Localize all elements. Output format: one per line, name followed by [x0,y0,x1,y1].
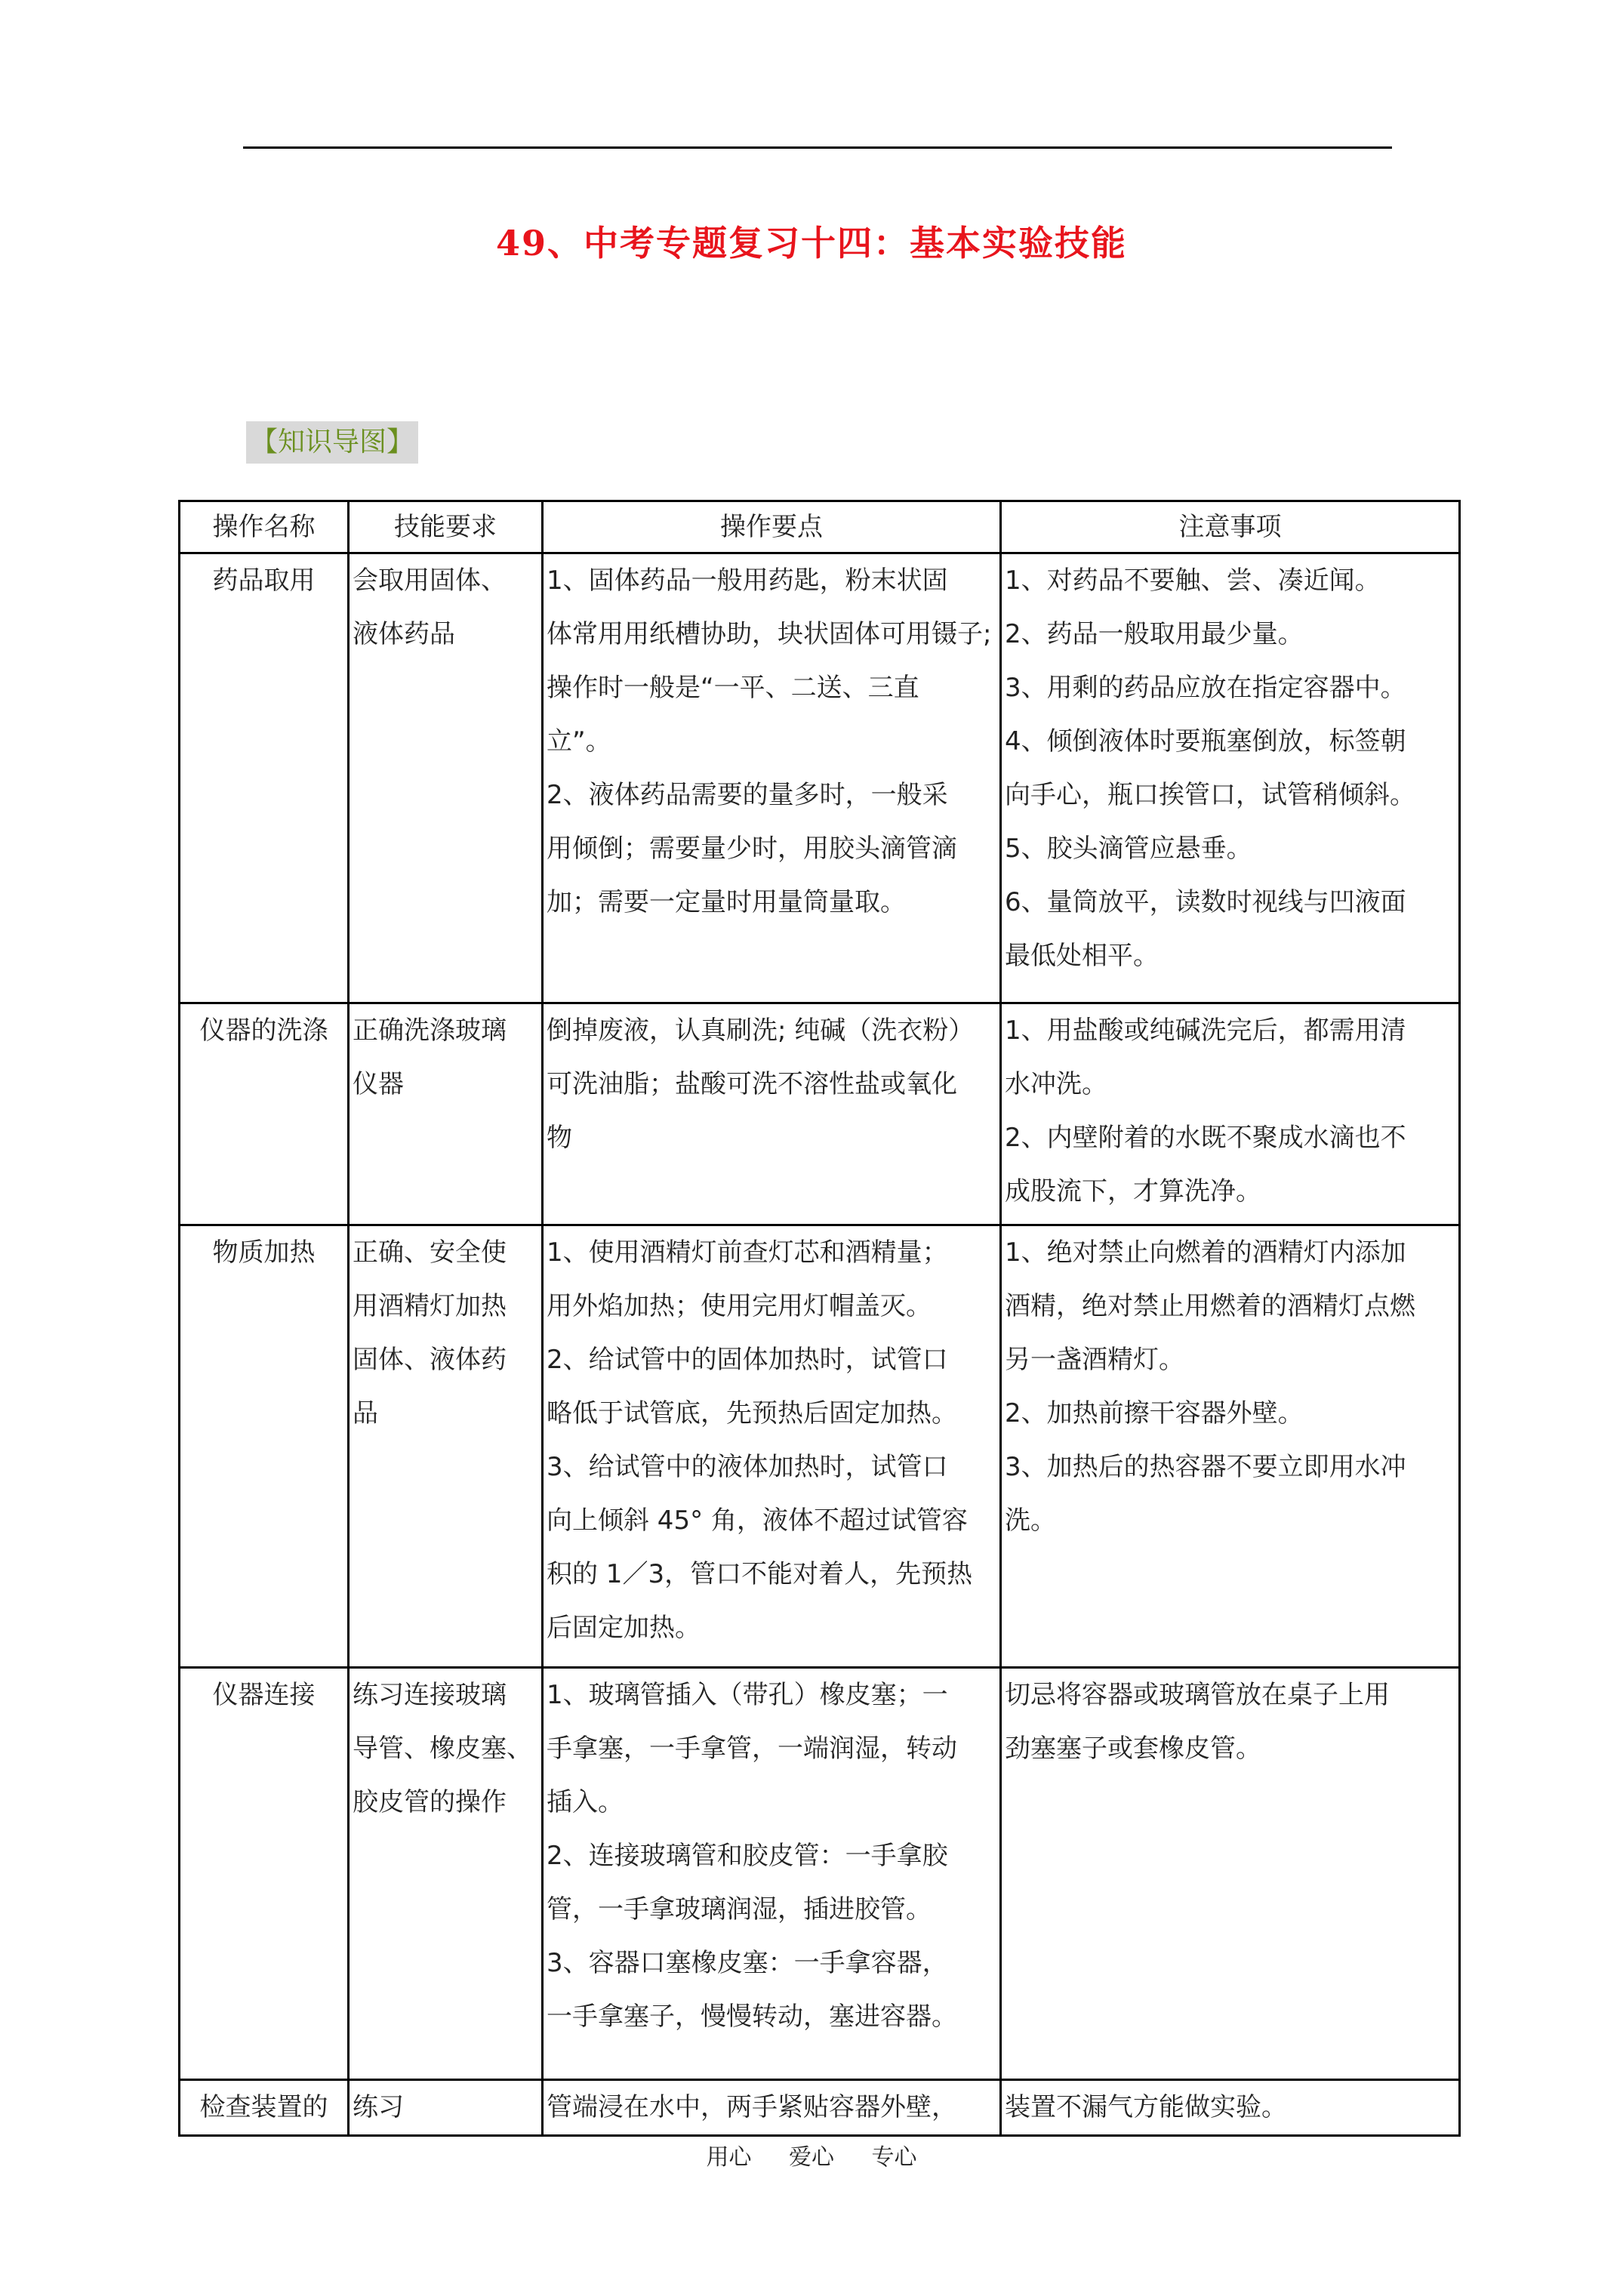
notes-cell [1001,1003,1460,1225]
points-cell [543,2080,1001,2136]
points-line: 1、玻璃管插入（带孔）橡皮塞；一 [547,1680,948,1710]
points-line: 向上倾斜 45° 角，液体不超过试管容 [547,1505,968,1536]
points-line: 3、容器口塞橡皮塞：一手拿容器， [547,1948,948,1978]
operation-name-cell: 检查装置的 [180,2080,349,2136]
skill-line: 胶皮管的操作 [353,1787,507,1817]
notes-line: 1、用盐酸或纯碱洗完后，都需用清 [1005,1015,1406,1046]
notes-line: 成股流下，才算洗净。 [1005,1176,1261,1207]
table-header-row [180,501,1460,553]
points-cell [543,1003,1001,1225]
skill-line: 仪器 [353,1069,404,1099]
page-title: 49、中考专题复习十四：基本实验技能 [495,223,1127,264]
skill-line: 固体、液体药 [353,1345,507,1375]
notes-line: 2、内壁附着的水既不聚成水滴也不 [1005,1123,1406,1153]
notes-line: 6、量筒放平，读数时视线与凹液面 [1005,887,1406,917]
points-line: 1、固体药品一般用药匙，粉末状固 [547,566,948,596]
points-line: 1、使用酒精灯前查灯芯和酒精量； [547,1237,948,1268]
points-line: 略低于试管底，先预热后固定加热。 [547,1398,957,1428]
points-line: 管端浸在水中，两手紧贴容器外壁， [547,2092,957,2122]
notes-line: 4、倾倒液体时要瓶塞倒放，标签朝 [1005,726,1406,757]
points-line: 用倾倒；需要量少时，用胶头滴管滴 [547,834,957,864]
header-notes: 注意事项 [1001,501,1460,553]
notes-line: 2、药品一般取用最少量。 [1005,619,1304,649]
footer-text: 爱心 [789,2144,834,2171]
skill-cell [349,1668,543,2080]
notes-line: 3、加热后的热容器不要立即用水冲 [1005,1452,1406,1482]
notes-line: 装置不漏气方能做实验。 [1005,2092,1287,2122]
notes-line: 洗。 [1005,1505,1056,1536]
skill-line: 用酒精灯加热 [353,1291,507,1321]
skill-cell [349,1225,543,1668]
points-line: 操作时一般是“一平、二送、三直 [547,673,919,703]
footer-text: 专心 [871,2144,917,2171]
points-line: 一手拿塞子，慢慢转动，塞进容器。 [547,2002,957,2032]
points-line: 后固定加热。 [547,1613,701,1643]
notes-line: 1、对药品不要触、尝、凑近闻。 [1005,566,1381,596]
skill-line: 正确洗涤玻璃 [353,1015,507,1046]
points-line: 积的 1／3，管口不能对着人，先预热 [547,1559,973,1589]
skill-line: 会取用固体、 [353,566,507,596]
skill-cell [349,1003,543,1225]
points-line: 管，一手拿玻璃润湿，插进胶管。 [547,1894,932,1925]
skill-line: 品 [353,1398,378,1428]
table-body [180,553,1460,2136]
points-line: 手拿塞，一手拿管，一端润湿，转动 [547,1734,957,1764]
notes-cell [1001,2080,1460,2136]
notes-cell [1001,553,1460,1003]
notes-line: 3、用剩的药品应放在指定容器中。 [1005,673,1406,703]
operation-name-cell: 仪器的洗涤 [180,1003,349,1225]
notes-line: 另一盏酒精灯。 [1005,1345,1184,1375]
table-row [180,1225,1460,1668]
skill-line: 导管、橡皮塞、 [353,1734,532,1764]
notes-line: 酒精，绝对禁止用燃着的酒精灯点燃 [1005,1291,1415,1321]
skills-table [178,500,1461,2137]
points-cell [543,553,1001,1003]
skill-line: 练习连接玻璃 [353,1680,507,1710]
notes-line: 最低处相平。 [1005,941,1159,971]
points-line: 物 [547,1123,572,1153]
points-cell [543,1668,1001,2080]
points-line: 3、给试管中的液体加热时，试管口 [547,1452,948,1482]
section-tag: 【知识导图】 [246,421,418,464]
footer-text: 用心 [706,2144,752,2171]
table-row [180,2080,1460,2136]
notes-cell [1001,1668,1460,2080]
notes-line: 5、胶头滴管应悬垂。 [1005,834,1252,864]
points-line: 倒掉废液，认真刷洗; 纯碱（洗衣粉） [547,1015,975,1046]
header-operation-name: 操作名称 [180,501,349,553]
table-row [180,553,1460,1003]
points-line: 体常用用纸槽协助，块状固体可用镊子; [547,619,992,649]
notes-cell [1001,1225,1460,1668]
skill-cell [349,2080,543,2136]
points-line: 2、连接玻璃管和胶皮管：一手拿胶 [547,1841,948,1871]
skill-line: 液体药品 [353,619,455,649]
header-operation-points: 操作要点 [543,501,1001,553]
page-footer [0,2138,1623,2171]
points-line: 立”。 [547,726,611,757]
table-row [180,1003,1460,1225]
operation-name-cell: 仪器连接 [180,1668,349,2080]
points-cell [543,1225,1001,1668]
notes-line: 向手心，瓶口挨管口，试管稍倾斜。 [1005,780,1415,810]
notes-line: 1、绝对禁止向燃着的酒精灯内添加 [1005,1237,1406,1268]
skill-line: 练习 [353,2092,404,2122]
skill-line: 正确、安全使 [353,1237,507,1268]
points-line: 用外焰加热；使用完用灯帽盖灭。 [547,1291,932,1321]
operation-name-cell: 药品取用 [180,553,349,1003]
points-line: 2、液体药品需要的量多时，一般采 [547,780,948,810]
points-line: 2、给试管中的固体加热时，试管口 [547,1345,948,1375]
points-line: 可洗油脂；盐酸可洗不溶性盐或氧化 [547,1069,957,1099]
header-rule [243,146,1392,149]
notes-line: 切忌将容器或玻璃管放在桌子上用 [1005,1680,1390,1710]
operation-name-cell: 物质加热 [180,1225,349,1668]
skill-cell [349,553,543,1003]
notes-line: 水冲洗。 [1005,1069,1107,1099]
notes-line: 劲塞塞子或套橡皮管。 [1005,1734,1261,1764]
points-line: 加；需要一定量时用量筒量取。 [547,887,906,917]
table-row [180,1668,1460,2080]
header-skill-requirement: 技能要求 [349,501,543,553]
notes-line: 2、加热前擦干容器外壁。 [1005,1398,1304,1428]
points-line: 插入。 [547,1787,624,1817]
